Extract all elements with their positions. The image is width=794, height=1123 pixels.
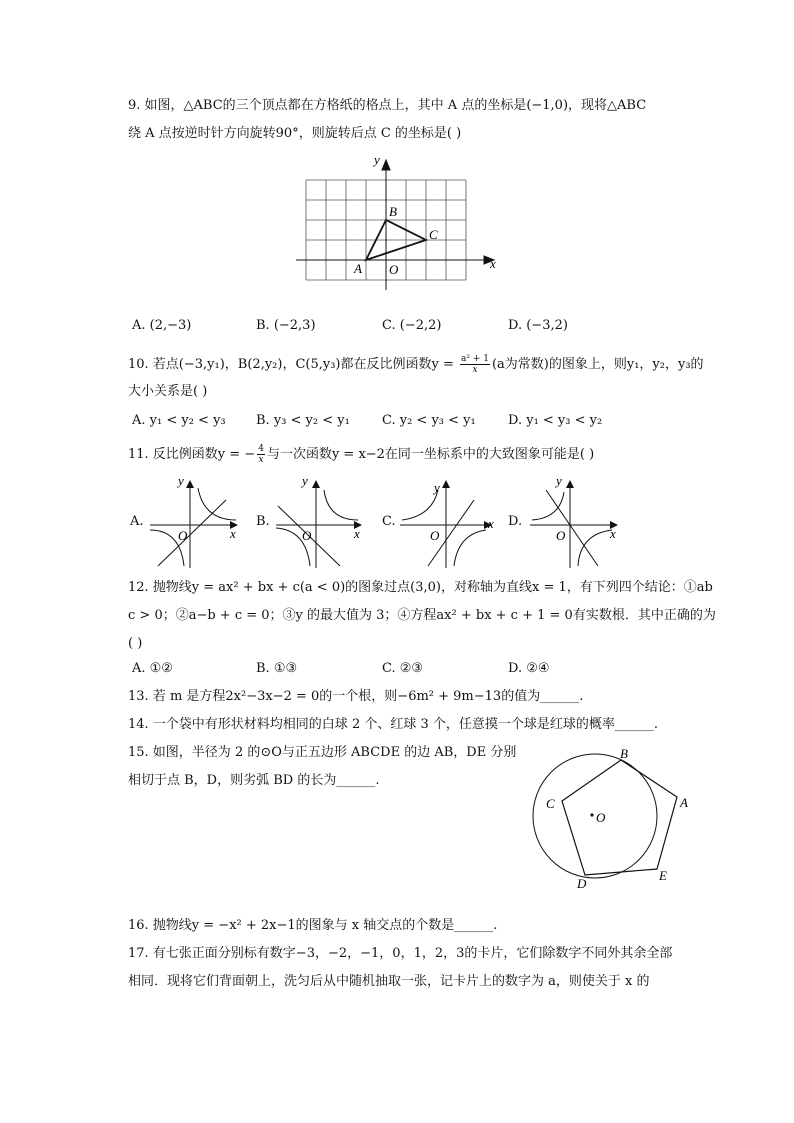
q15-label-d: D: [577, 876, 587, 891]
q11-b-x-label: x: [354, 526, 360, 541]
q12-option-a: A. ①②: [132, 661, 173, 676]
q15-label-a: A: [680, 795, 688, 810]
q9-origin-label: O: [389, 262, 399, 277]
q10-option-c: C. y₂ < y₃ < y₁: [382, 413, 476, 428]
q10-option-b: B. y₃ < y₂ < y₁: [256, 413, 350, 428]
q13-text: 13. 若 m 是方程2x²−3x−2 = 0的一个根，则−6m² + 9m−13的值为______.: [128, 689, 584, 704]
q17-text-line2: 相同．现将它们背面朝上，洗匀后从中随机抽取一张，记卡片上的数字为 a，则使关于 x 的: [128, 974, 650, 989]
q15-label-b: B: [620, 746, 628, 761]
q11-a-origin-label: O: [178, 528, 188, 543]
q11-a-x-label: x: [230, 526, 236, 541]
q9-option-a: A. (2,−3): [132, 318, 192, 333]
q10-fraction-denominator: x: [472, 365, 478, 375]
q10-text-pre: 10. 若点(−3,y₁)，B(2,y₂)，C(5,y₃)都在反比例函数y =: [128, 357, 459, 372]
q11-d-origin-label: O: [556, 528, 566, 543]
q9-text-line2: 绕 A 点按逆时针方向旋转90°，则旋转后点 C 的坐标是( ): [128, 126, 462, 141]
q12-option-d: D. ②④: [508, 661, 550, 676]
q11-d-x-label: x: [610, 526, 616, 541]
q11-fraction-denominator: x: [258, 455, 264, 465]
q15-label-c: C: [546, 796, 555, 811]
q15-label-o: O: [596, 810, 606, 825]
q12-option-b: B. ①③: [256, 661, 298, 676]
q11-option-b-label: B.: [256, 514, 270, 529]
q11-fraction-numerator: 4: [258, 444, 264, 454]
q11-b-y-label: y: [302, 473, 308, 488]
q10-text-post: (a为常数)的图象上，则y₁，y₂，y₃的: [491, 357, 704, 372]
q9-x-axis-label: x: [490, 256, 496, 271]
q9-point-b-label: B: [389, 204, 397, 219]
q11-b-origin-label: O: [302, 528, 312, 543]
q9-option-d: D. (−3,2): [508, 318, 568, 333]
q11-option-d-label: D.: [508, 514, 523, 529]
q11-option-a-label: A.: [130, 514, 144, 529]
q15-text-line2: 相切于点 B，D，则劣弧 BD 的长为______.: [128, 773, 380, 788]
q17-text-line1: 17. 有七张正面分别标有数字−3，−2，−1，0，1，2，3的卡片，它们除数字不同外其余全部: [128, 946, 673, 961]
q11-c-origin-label: O: [430, 528, 440, 543]
q9-y-axis-label: y: [374, 152, 380, 167]
q10-option-d: D. y₁ < y₃ < y₂: [508, 413, 603, 428]
q12-text-line1: 12. 抛物线y = ax² + bx + c(a < 0)的图象过点(3,0)，对称轴为直线x = 1，有下列四个结论：①ab: [128, 580, 713, 595]
q11-text-post: 与一次函数y = x−2在同一坐标系中的大致图象可能是( ): [266, 447, 595, 462]
q10-option-a: A. y₁ < y₂ < y₃: [132, 413, 226, 428]
q11-d-y-label: y: [556, 473, 562, 488]
q9-option-c: C. (−2,2): [382, 318, 442, 333]
q15-label-e: E: [659, 868, 667, 883]
q15-text-line1: 15. 如图，半径为 2 的⊙O与正五边形 ABCDE 的边 AB，DE 分别: [128, 745, 517, 760]
q9-option-b: B. (−2,3): [256, 318, 316, 333]
q12-text-line2: c > 0；②a−b + c = 0；③y 的最大值为 3；④方程ax² + bx + c + 1 = 0有实数根．其中正确的为: [128, 608, 716, 623]
q9-text-line1: 9. 如图，△ABC的三个顶点都在方格纸的格点上，其中 A 点的坐标是(−1,0)，现将△ABC: [128, 98, 647, 113]
q11-c-y-label: y: [434, 480, 440, 495]
q9-point-a-label: A: [354, 261, 362, 276]
q12-text-line3: ( ): [128, 636, 143, 651]
q11-c-x-label: x: [488, 516, 494, 531]
q10-text-line2: 大小关系是( ): [128, 384, 208, 399]
q16-text: 16. 抛物线y = −x² + 2x−1的图象与 x 轴交点的个数是______.: [128, 918, 498, 933]
q11-a-y-label: y: [178, 473, 184, 488]
q12-option-c: C. ②③: [382, 661, 424, 676]
q10-fraction-numerator: a² + 1: [461, 354, 489, 364]
q14-text: 14. 一个袋中有形状材料均相同的白球 2 个、红球 3 个，任意摸一个球是红球的概率______.: [128, 717, 659, 732]
q9-point-c-label: C: [429, 227, 438, 242]
q11-option-c-label: C.: [382, 514, 396, 529]
q11-text-pre: 11. 反比例函数y = −: [128, 447, 256, 462]
